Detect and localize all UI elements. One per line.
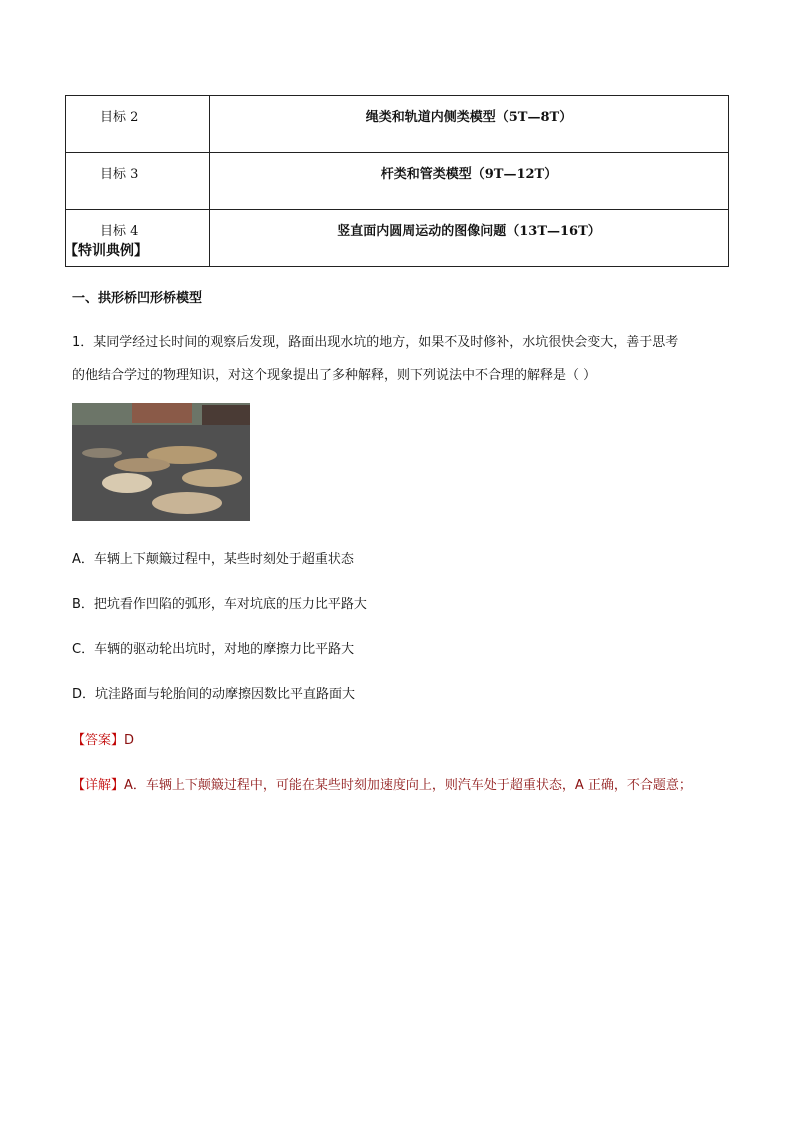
target-label: 目标 3 [66, 153, 210, 210]
option-c: C．车辆的驱动轮出坑时，对地的摩擦力比平路大 [72, 642, 355, 657]
table-row [66, 96, 729, 153]
answer-tag: 【答案】 [72, 733, 125, 748]
targets-table [65, 95, 729, 267]
explanation-text: A．车辆上下颠簸过程中，可能在某些时刻加速度向上，则汽车处于超重状态，A 正确，不合题意； [124, 778, 692, 793]
subsection-title: 一、拱形桥凹形桥模型 [72, 291, 203, 306]
table-row [66, 153, 729, 210]
option-d: D．坑洼路面与轮胎间的动摩擦因数比平直路面大 [72, 687, 356, 702]
target-label: 目标 4 [66, 210, 210, 267]
explanation-tag: 【详解】 [72, 778, 125, 793]
section-title: 【特训典例】 [64, 243, 148, 259]
answer [72, 729, 134, 748]
option-b: B．把坑看作凹陷的弧形，车对坑底的压力比平路大 [72, 597, 367, 612]
question-line-1: 1．某同学经过长时间的观察后发现，路面出现水坑的地方，如果不及时修补，水坑很快会变大，善于思考 [72, 335, 679, 350]
target-content: 杆类和管类模型（9T—12T） [210, 153, 729, 210]
target-content: 绳类和轨道内侧类模型（5T—8T） [210, 96, 729, 153]
question-line-2: 的他结合学过的物理知识，对这个现象提出了多种解释，则下列说法中不合理的解释是（ ） [72, 368, 597, 383]
explanation [72, 774, 692, 793]
table-row [66, 210, 729, 267]
pothole-road-photo [72, 403, 250, 521]
target-label: 目标 2 [66, 96, 210, 153]
option-a: A．车辆上下颠簸过程中，某些时刻处于超重状态 [72, 552, 354, 567]
target-content: 竖直面内圆周运动的图像问题（13T—16T） [210, 210, 729, 267]
answer-value: D [124, 733, 135, 748]
